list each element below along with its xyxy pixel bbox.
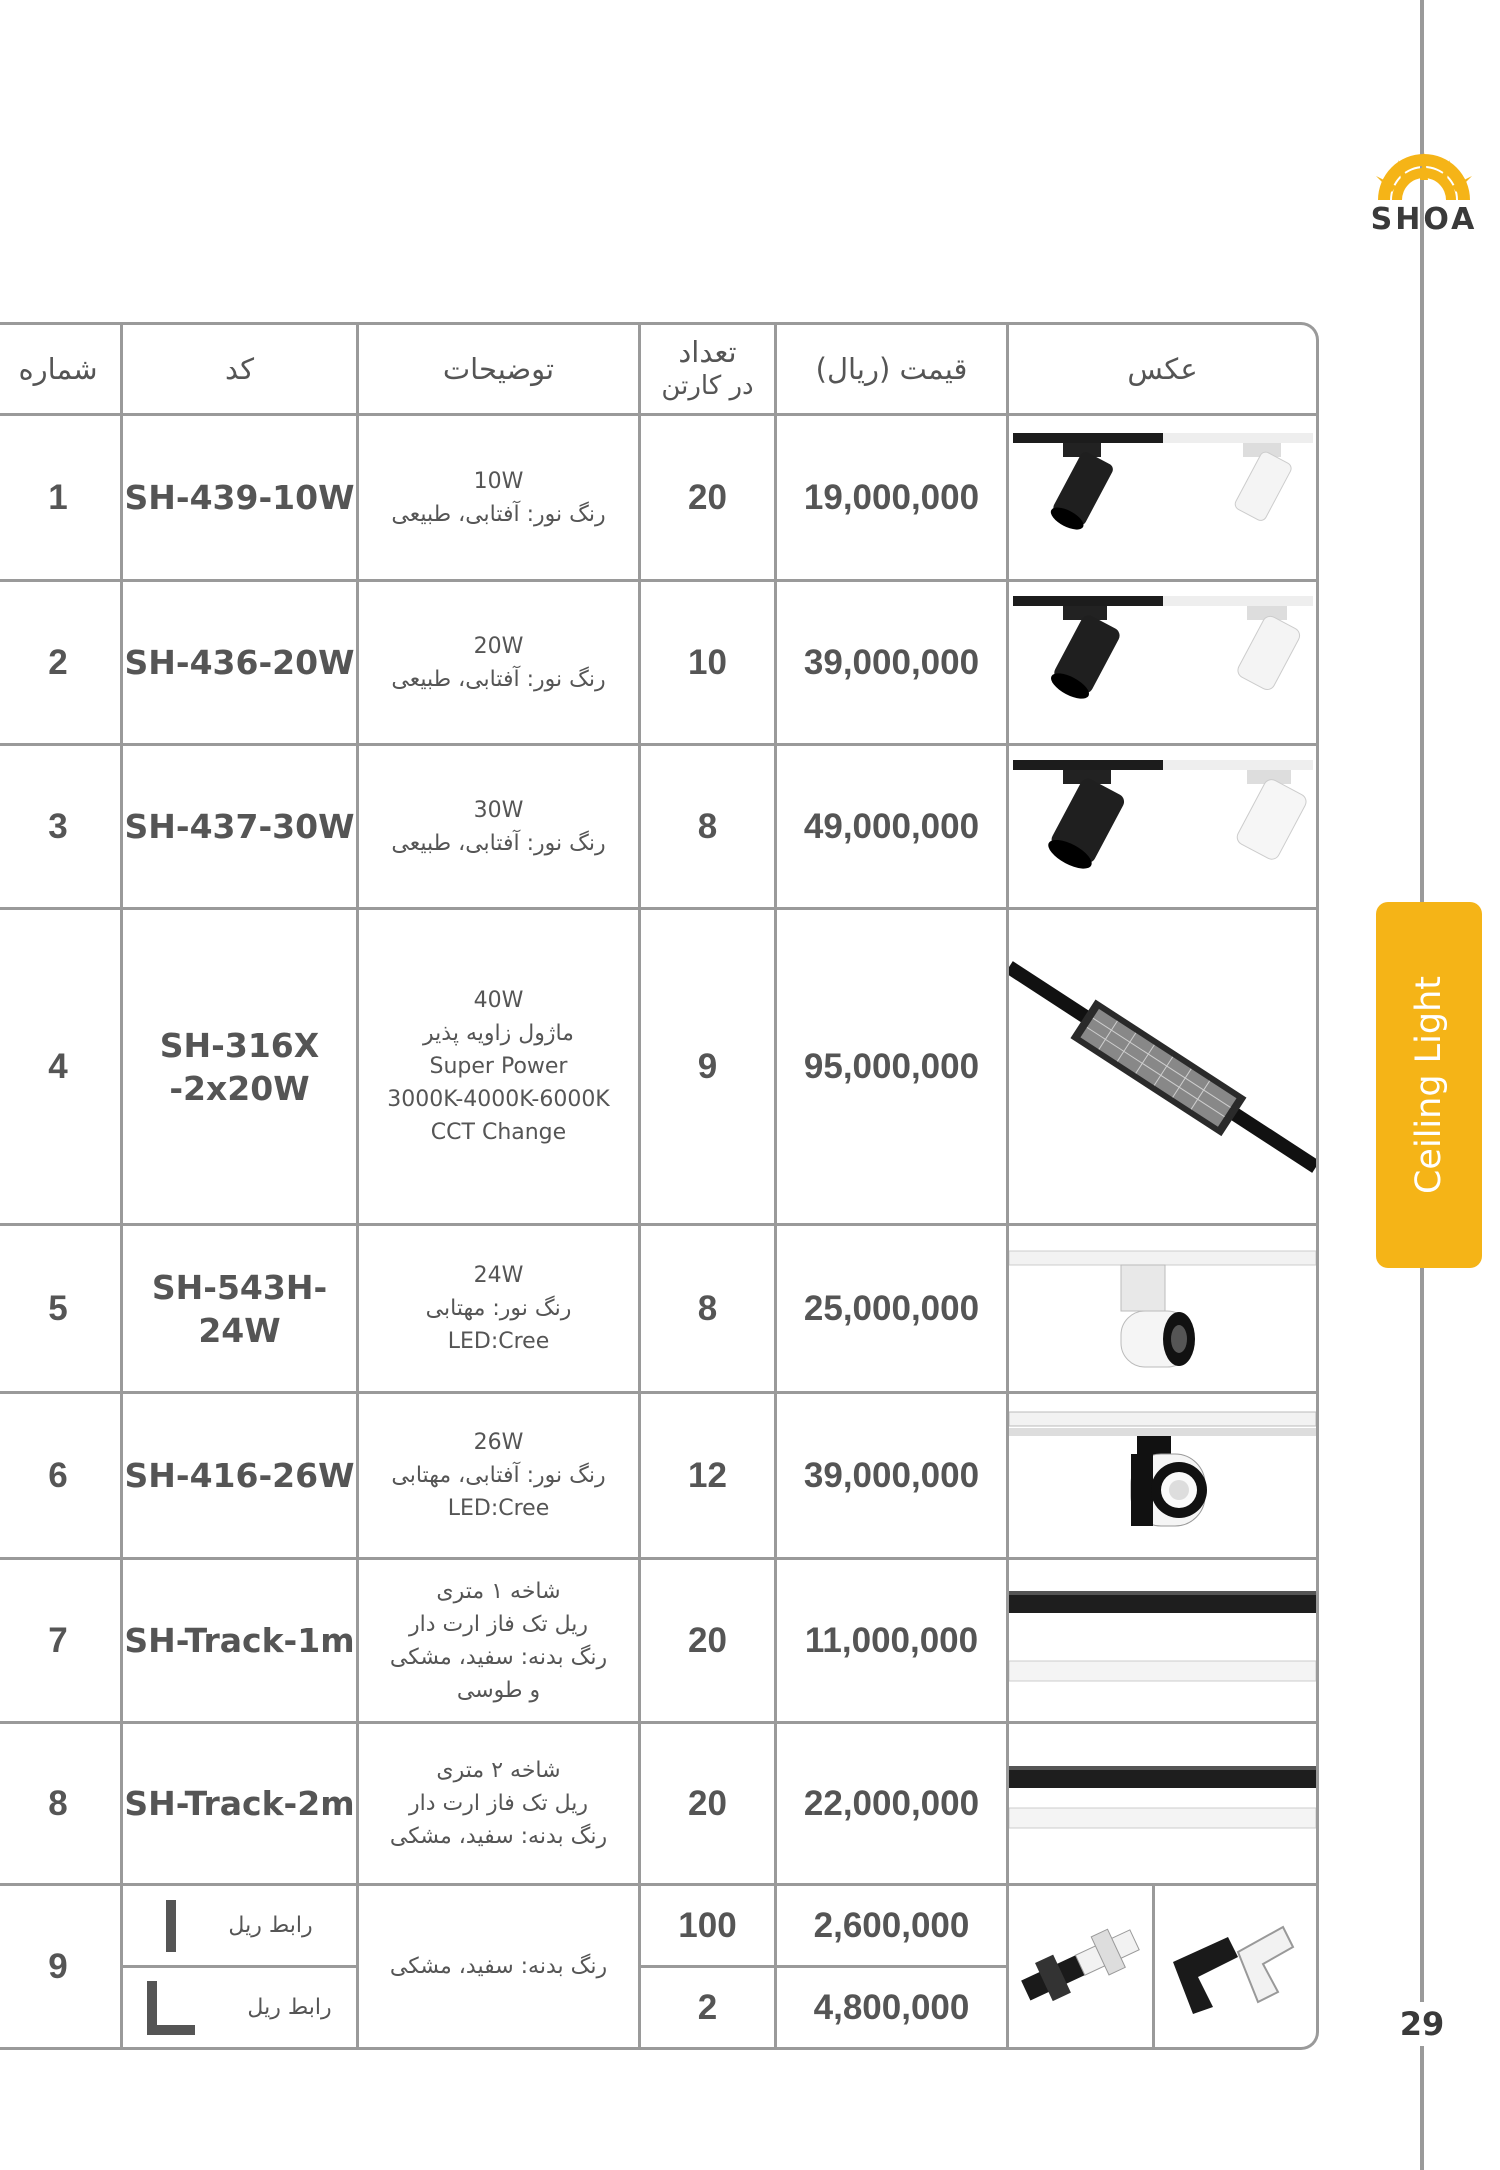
carton-qty: 20 xyxy=(688,1783,727,1823)
header-photo: عکس xyxy=(1127,352,1198,386)
carton-qty: 9 xyxy=(697,1046,718,1086)
desc-line: رنگ بدنه: سفید، مشکی xyxy=(389,1824,608,1849)
desc-line: 40W xyxy=(473,988,524,1013)
header-number: شماره xyxy=(18,352,98,386)
price: 39,000,000 xyxy=(803,642,980,682)
product-code: SH-436-20W xyxy=(124,643,355,682)
desc-line: LED:Cree xyxy=(447,1496,550,1521)
product-description xyxy=(359,746,638,907)
desc-line: Super Power xyxy=(429,1054,568,1079)
price: 4,800,000 xyxy=(813,1987,970,2027)
page-number: 29 xyxy=(1392,2002,1452,2046)
carton-qty: 2 xyxy=(697,1987,718,2027)
product-code: SH-543H-24W xyxy=(151,1267,328,1350)
carton-qty: 12 xyxy=(688,1455,727,1495)
connector-straight xyxy=(123,1886,356,1965)
product-code: SH-439-10W xyxy=(124,478,355,517)
page-rule-top xyxy=(1420,0,1424,902)
product-code: SH-Track-2m xyxy=(124,1784,355,1823)
price: 25,000,000 xyxy=(803,1288,980,1328)
row-number: 7 xyxy=(48,1620,68,1660)
carton-qty: 8 xyxy=(697,1288,718,1328)
price-table xyxy=(0,322,1319,2050)
product-description xyxy=(359,1560,638,1721)
product-description xyxy=(359,1394,638,1557)
track-spot-photo xyxy=(1009,1226,1316,1391)
row-number: 4 xyxy=(48,1046,68,1086)
connector-label: رابط ریل xyxy=(247,1995,332,2020)
desc-line: رنگ نور: آفتابی، مهتابی xyxy=(391,1463,606,1488)
row-number: 5 xyxy=(48,1288,68,1328)
desc-line: ماژول زاویه پذیر xyxy=(423,1021,574,1046)
price: 19,000,000 xyxy=(803,477,980,517)
product-description xyxy=(359,582,638,743)
product-description: رنگ بدنه: سفید، مشکی xyxy=(389,1954,608,1979)
desc-line: 26W xyxy=(473,1430,524,1455)
connector-label: رابط ریل xyxy=(228,1913,313,1938)
product-code xyxy=(123,910,356,1223)
track-light-photo xyxy=(1009,582,1316,743)
rail-connector-photo xyxy=(1009,1886,1152,2047)
connector-l xyxy=(123,1968,356,2047)
page-rule-bottom xyxy=(1420,2046,1424,2170)
straight-connector-icon xyxy=(166,1900,176,1952)
brand-name: SHOA xyxy=(1370,202,1478,237)
desc-line: 30W xyxy=(473,797,524,823)
tab-ceiling-light[interactable] xyxy=(1376,902,1482,1268)
header-code: کد xyxy=(224,352,255,386)
header-description: توضیحات xyxy=(442,352,555,386)
carton-qty: 20 xyxy=(688,1620,727,1660)
side-tab-label: Ceiling Light xyxy=(1409,975,1449,1195)
product-code: SH-Track-1m xyxy=(124,1621,355,1660)
row-number: 3 xyxy=(48,806,68,846)
code-line: -2x20W xyxy=(169,1068,310,1108)
carton-qty: 8 xyxy=(697,806,718,846)
desc-line: رنگ نور: آفتابی، طبیعی xyxy=(391,830,606,856)
header-qty-line2: در کارتن xyxy=(661,371,754,401)
price: 95,000,000 xyxy=(803,1046,980,1086)
desc-line: و طوسی xyxy=(456,1677,541,1703)
price: 22,000,000 xyxy=(803,1783,980,1823)
carton-qty: 100 xyxy=(678,1905,737,1945)
desc-line: LED:Cree xyxy=(447,1329,550,1354)
desc-line: شاخه ۲ متری xyxy=(436,1758,561,1783)
product-code: SH-437-30W xyxy=(124,807,355,846)
track-light-photo xyxy=(1009,746,1316,907)
price: 39,000,000 xyxy=(803,1455,980,1495)
track-spot-photo xyxy=(1009,1394,1316,1557)
desc-line: رنگ بدنه: سفید، مشکی xyxy=(389,1644,608,1670)
product-description xyxy=(359,1724,638,1883)
carton-qty: 10 xyxy=(688,642,727,682)
desc-line: ریل تک فاز ارت دار xyxy=(408,1611,589,1637)
desc-line: رنگ نور: مهتابی xyxy=(425,1296,572,1321)
header-price: قیمت (ریال) xyxy=(815,352,968,386)
track-light-photo xyxy=(1009,416,1316,579)
row-number: 8 xyxy=(48,1783,68,1823)
desc-line: ریل تک فاز ارت دار xyxy=(408,1791,589,1816)
row-number: 6 xyxy=(48,1455,68,1495)
code-line: SH-316X xyxy=(159,1025,320,1065)
carton-qty: 20 xyxy=(688,477,727,517)
price: 2,600,000 xyxy=(813,1905,970,1945)
page-rule-middle xyxy=(1420,1268,1424,2002)
header-qty xyxy=(641,325,774,413)
price: 11,000,000 xyxy=(804,1620,979,1660)
row-number: 2 xyxy=(48,642,68,682)
desc-line: 3000K-4000K-6000K xyxy=(387,1087,610,1112)
product-description xyxy=(359,1226,638,1391)
brand-logo xyxy=(1358,150,1490,240)
l-connector-icon xyxy=(147,1981,195,2035)
rail-l-connector-photo xyxy=(1155,1886,1316,2047)
desc-line: شاخه ۱ متری xyxy=(436,1578,561,1604)
track-rail-photo xyxy=(1009,1724,1316,1883)
linear-light-photo xyxy=(1009,910,1316,1223)
header-qty-line1: تعداد xyxy=(678,335,737,369)
desc-line: 24W xyxy=(473,1263,524,1288)
sun-logo-icon xyxy=(1358,150,1490,206)
desc-line: 10W xyxy=(473,468,524,494)
track-rail-photo xyxy=(1009,1560,1316,1721)
desc-line: CCT Change xyxy=(430,1120,567,1145)
desc-line: رنگ نور: آفتابی، طبیعی xyxy=(391,666,606,692)
price: 49,000,000 xyxy=(803,806,980,846)
product-description xyxy=(359,416,638,579)
row-number: 1 xyxy=(48,477,68,517)
product-code: SH-416-26W xyxy=(124,1456,355,1495)
product-description xyxy=(359,910,638,1223)
desc-line: رنگ نور: آفتابی، طبیعی xyxy=(391,501,606,527)
desc-line: 20W xyxy=(473,633,524,659)
row-number: 9 xyxy=(48,1946,68,1986)
